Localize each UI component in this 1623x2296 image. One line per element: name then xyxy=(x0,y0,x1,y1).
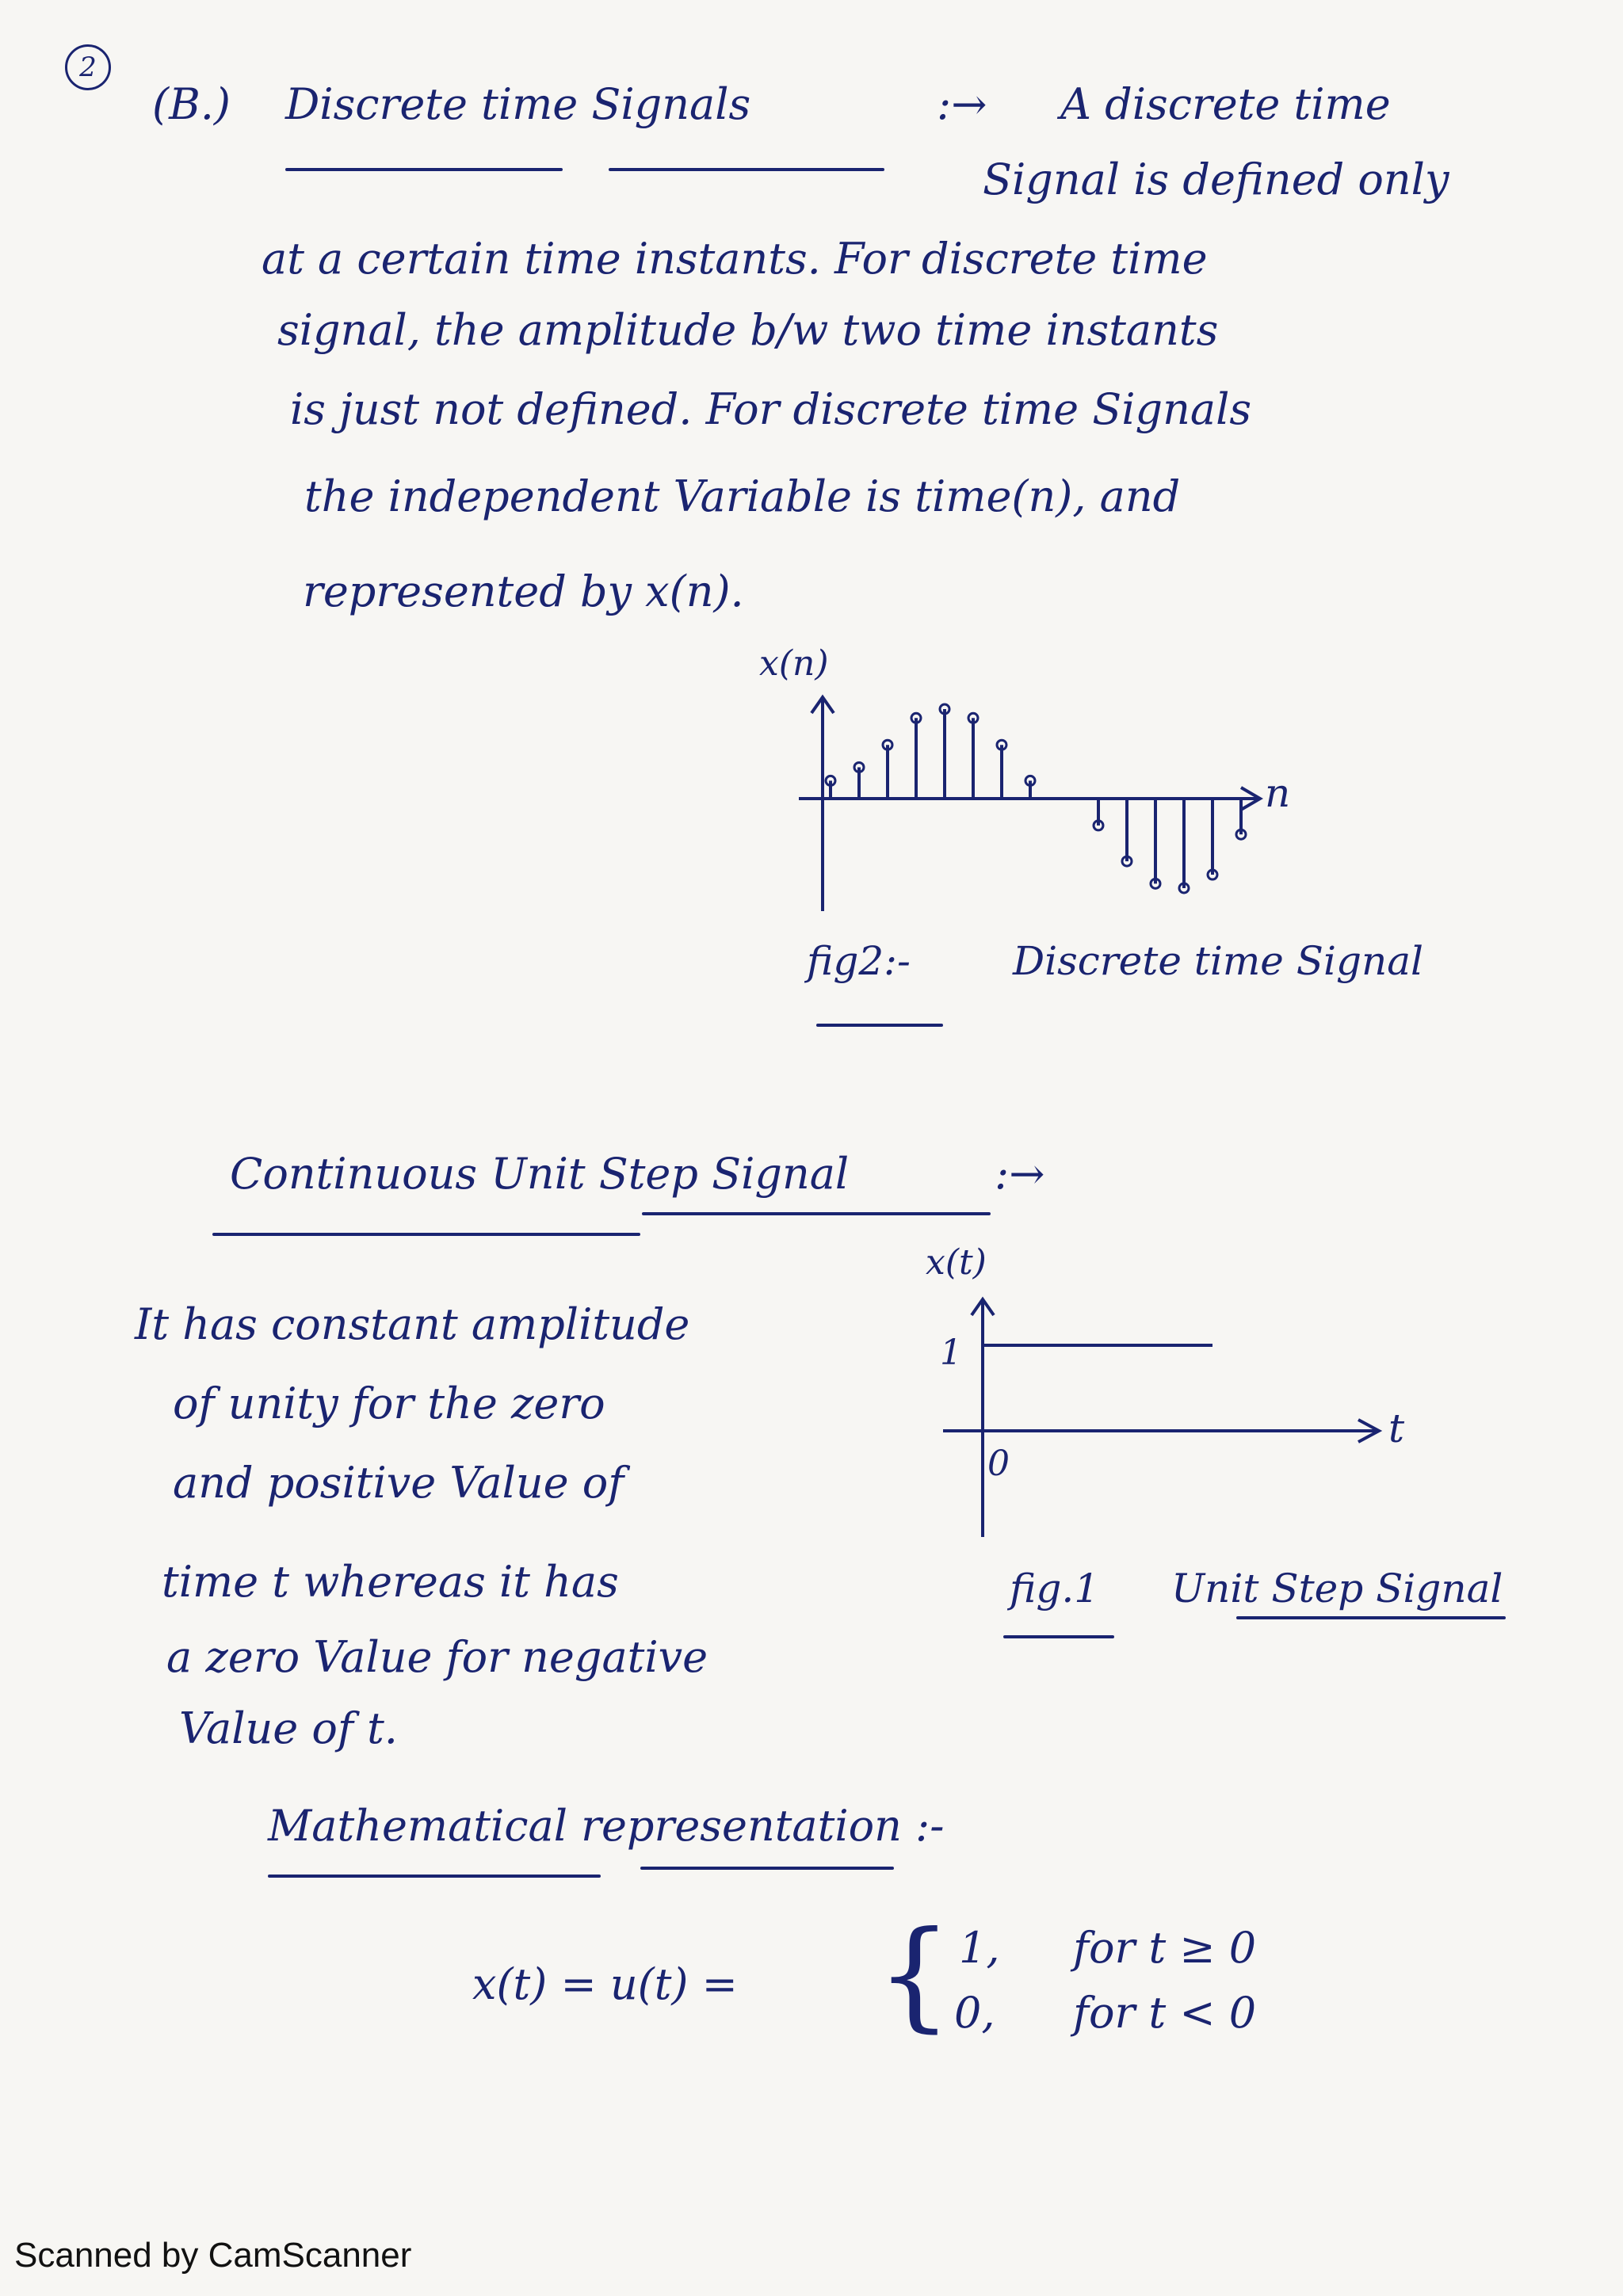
fig1-caption-label: fig.1 xyxy=(1010,1566,1100,1611)
text-line: and positive Value of xyxy=(173,1458,624,1508)
math-heading: Mathematical representation :- xyxy=(268,1801,945,1851)
fig1-xlabel: t xyxy=(1388,1405,1405,1451)
fig1-one-label: 1 xyxy=(940,1333,962,1373)
fig1-zero-label: 0 xyxy=(987,1444,1010,1484)
fig1-ylabel: x(t) xyxy=(926,1242,987,1283)
heading-underline xyxy=(268,1875,601,1878)
text-line: is just not defined. For discrete time Signals xyxy=(290,384,1252,434)
page-number: 2 xyxy=(65,44,111,90)
equation-lhs: x(t) = u(t) = xyxy=(472,1959,738,2009)
case2-value: 0, xyxy=(954,1988,995,2038)
fig2-ylabel: x(n) xyxy=(759,643,829,684)
text-line: the independent Variable is time(n), and xyxy=(304,471,1181,521)
section-heading: Discrete time Signals xyxy=(285,79,751,129)
text-line: represented by x(n). xyxy=(303,566,744,616)
case1-value: 1, xyxy=(959,1923,1000,1973)
text-line: time t whereas it has xyxy=(162,1557,619,1607)
text-line: signal, the amplitude b/w two time instants xyxy=(277,305,1219,355)
fig2-caption-label: fig2:- xyxy=(807,938,911,984)
fig2-caption: Discrete time Signal xyxy=(1013,938,1424,984)
text-line: A discrete time xyxy=(1060,79,1391,129)
caption-underline xyxy=(1236,1616,1506,1619)
text-line: Signal is defined only xyxy=(983,154,1449,204)
section2-heading: Continuous Unit Step Signal xyxy=(230,1149,850,1199)
text-line: of unity for the zero xyxy=(173,1379,605,1428)
heading-underline xyxy=(640,1867,894,1870)
case1-condition: for t ≥ 0 xyxy=(1073,1923,1257,1973)
heading-arrow: :→ xyxy=(937,79,987,129)
heading-arrow: :→ xyxy=(995,1149,1045,1199)
caption-underline xyxy=(1003,1635,1114,1638)
brace: { xyxy=(876,1906,953,2044)
case2-condition: for t < 0 xyxy=(1073,1988,1257,2038)
text-line: It has constant amplitude xyxy=(135,1299,690,1349)
fig1-axes xyxy=(943,1299,1379,1537)
text-line: at a certain time instants. For discrete time xyxy=(262,234,1208,284)
fig1-caption: Unit Step Signal xyxy=(1171,1566,1503,1611)
text-line: Value of t. xyxy=(179,1703,398,1753)
scanner-footer: Scanned by CamScanner xyxy=(14,2236,412,2275)
text-line: a zero Value for negative xyxy=(166,1632,708,1682)
section-label: (B.) xyxy=(152,79,231,129)
fig2-xlabel: n xyxy=(1265,770,1291,816)
